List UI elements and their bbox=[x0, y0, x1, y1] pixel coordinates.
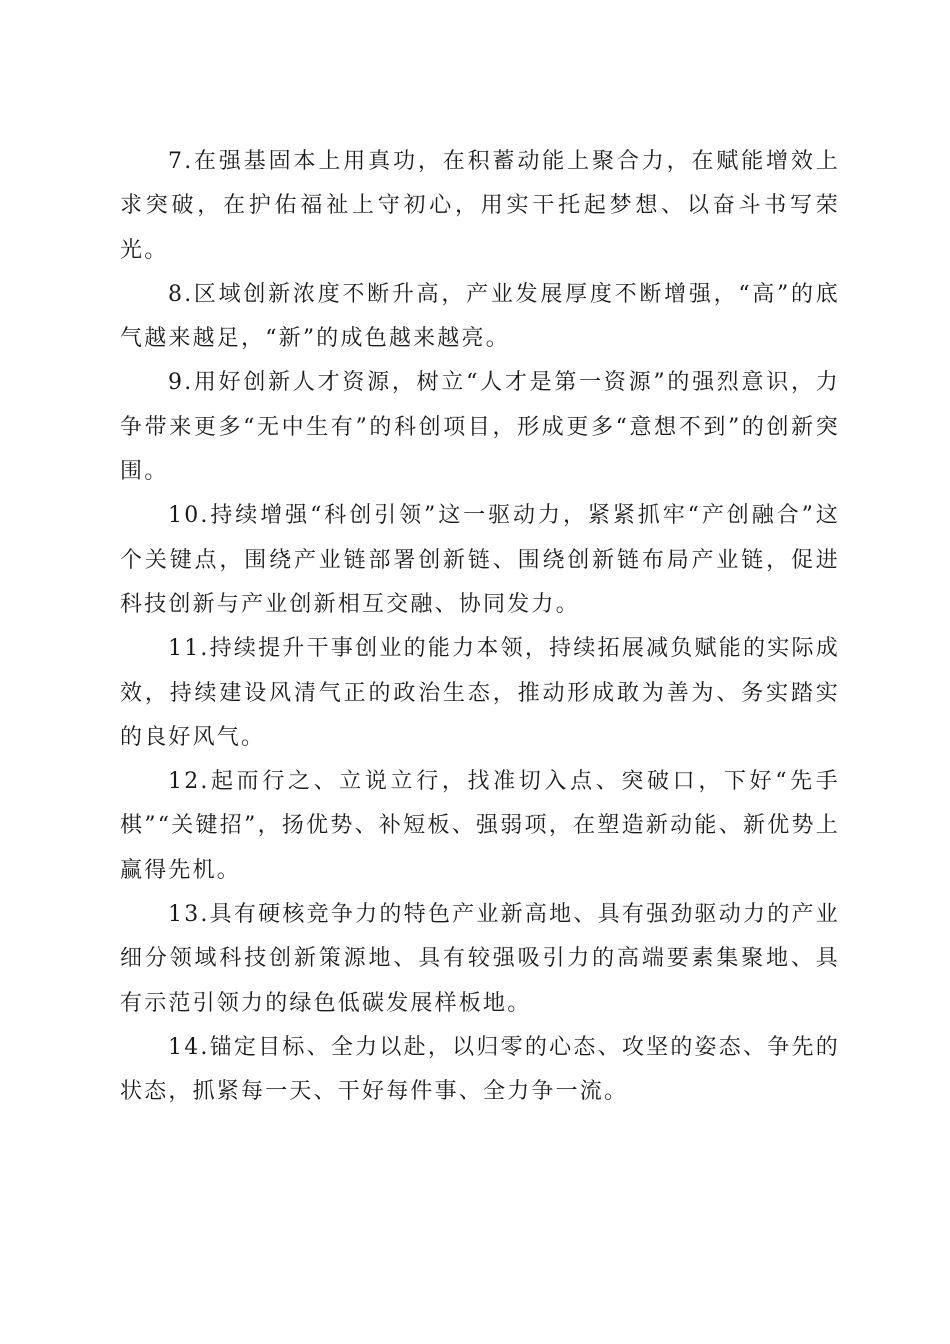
paragraph-12: 12.起而行之、立说立行，找准切入点、突破口，下好“先手棋”“关键招”，扬优势、补短板、强弱项，在塑造新动能、新优势上赢得先机。 bbox=[120, 769, 840, 883]
paragraph-7: 7.在强基固本上用真功，在积蓄动能上聚合力，在赋能增效上求突破，在护佑福祉上守初心，用实干托起梦想、以奋斗书写荣光。 bbox=[120, 149, 840, 263]
document-body bbox=[120, 140, 840, 1115]
paragraph-14: 14.锚定目标、全力以赴，以归零的心态、攻坚的姿态、争先的状态，抓紧每一天、干好每件事、全力争一流。 bbox=[120, 1034, 840, 1105]
paragraph-9: 9.用好创新人才资源，树立“人才是第一资源”的强烈意识，力争带来更多“无中生有”的科创项目，形成更多“意想不到”的创新突围。 bbox=[120, 370, 840, 485]
paragraph-8: 8.区域创新浓度不断升高，产业发展厚度不断增强，“高”的底气越来越足，“新”的成色越来越亮。 bbox=[120, 281, 840, 352]
paragraph-13: 13.具有硬核竞争力的特色产业新高地、具有强劲驱动力的产业细分领域科技创新策源地、具有较强吸引力的高端要素集聚地、具有示范引领力的绿色低碳发展样板地。 bbox=[120, 902, 840, 1016]
paragraph-11: 11.持续提升干事创业的能力本领，持续拓展减负赋能的实际成效，持续建设风清气正的政治生态，推动形成敢为善为、务实踏实的良好风气。 bbox=[120, 636, 840, 750]
paragraph-10: 10.持续增强“科创引领”这一驱动力，紧紧抓牢“产创融合”这个关键点，围绕产业链部署创新链、围绕创新链布局产业链，促进科技创新与产业创新相互交融、协同发力。 bbox=[120, 503, 840, 617]
